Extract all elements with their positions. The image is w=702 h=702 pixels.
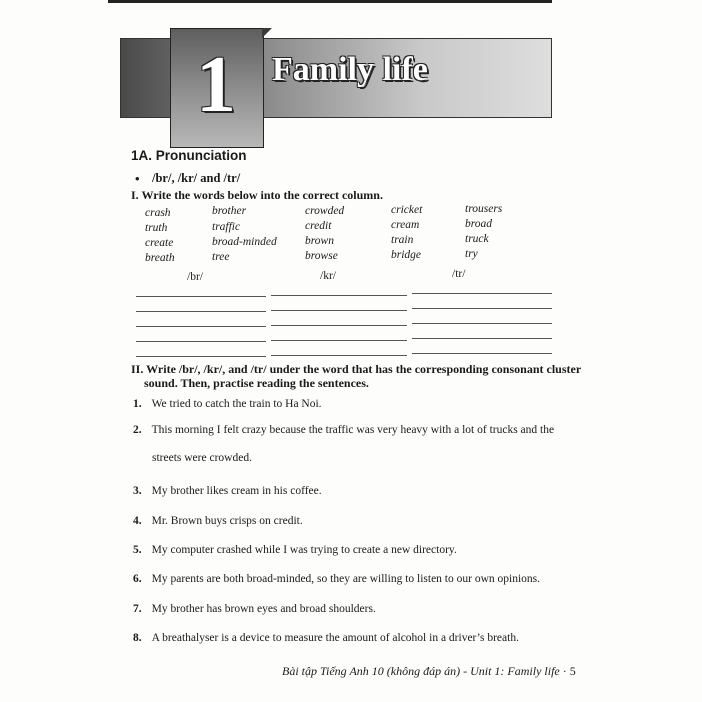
sentence-item — [133, 540, 457, 558]
word: breath — [145, 252, 175, 264]
answer-line[interactable] — [271, 325, 407, 326]
unit-number-box-fold — [262, 28, 272, 38]
unit-title: Family life — [272, 51, 428, 88]
word: crowded — [305, 205, 345, 217]
answer-line[interactable] — [271, 310, 407, 311]
word: tree — [212, 251, 230, 263]
exercise-2-instruction-line1: II. Write /br/, /kr/, and /tr/ under the word that has the corresponding consonant cluster — [131, 362, 582, 376]
answer-line[interactable] — [412, 338, 552, 339]
column-header-tr: /tr/ — [452, 268, 466, 280]
word: brown — [305, 235, 334, 247]
sentence-item — [133, 511, 303, 529]
answer-line[interactable] — [412, 323, 552, 324]
exercise-2-instruction-line2: sound. Then, practise reading the sentences. — [144, 376, 369, 390]
exercise-2-instruction — [131, 362, 581, 390]
exercise-1-instruction: I. Write the words below into the correct column. — [131, 188, 383, 202]
sentence-text-continued: streets were crowded. — [152, 452, 252, 464]
sentence-item — [133, 481, 322, 499]
sentence-item — [133, 569, 540, 587]
column-header-br: /br/ — [187, 271, 203, 283]
sentence-text: My brother has brown eyes and broad shoulders. — [151, 603, 376, 615]
sentence-number: 4. — [133, 515, 142, 527]
word: train — [391, 234, 414, 246]
word: try — [465, 248, 478, 260]
word: create — [145, 237, 174, 249]
sentence-number: 3. — [133, 485, 142, 497]
sentence-text: My parents are both broad-minded, so they are willing to listen to our own opinions. — [151, 573, 541, 585]
sentence-text: This morning I felt crazy because the traffic was very heavy with a lot of trucks and the — [151, 424, 555, 436]
sentence-item — [133, 394, 322, 412]
word: trousers — [465, 203, 503, 215]
sentence-text: We tried to catch the train to Ha Noi. — [151, 398, 322, 410]
bullet-dot: • — [135, 171, 140, 186]
sentence-text: My computer crashed while I was trying to create a new directory. — [151, 544, 457, 556]
sentence-item — [133, 628, 519, 646]
word: cream — [391, 219, 420, 231]
sentence-text: A breathalyser is a device to measure the amount of alcohol in a driver’s breath. — [151, 632, 519, 644]
word: truth — [145, 222, 168, 234]
sentence-number: 1. — [133, 398, 142, 410]
word: truck — [465, 233, 489, 245]
word: traffic — [212, 221, 241, 233]
sentence-text: My brother likes cream in his coffee. — [151, 485, 322, 497]
word: broad — [465, 218, 493, 230]
word: cricket — [391, 204, 423, 216]
sentence-text: Mr. Brown buys crisps on credit. — [151, 515, 303, 527]
answer-line[interactable] — [271, 340, 407, 341]
answer-line[interactable] — [271, 295, 407, 296]
column-header-kr: /kr/ — [320, 270, 336, 282]
word: browse — [305, 250, 338, 262]
answer-line[interactable] — [136, 341, 266, 342]
page-number: · 5 — [562, 664, 576, 678]
word: credit — [305, 220, 332, 232]
answer-line[interactable] — [136, 326, 266, 327]
sentence-item — [133, 599, 376, 617]
answer-line[interactable] — [136, 296, 266, 297]
bullet-sounds: /br/, /kr/ and /tr/ — [152, 171, 241, 185]
word: broad-minded — [212, 236, 277, 248]
answer-line[interactable] — [136, 311, 266, 312]
sentence-number: 7. — [133, 603, 142, 615]
sentence-number: 5. — [133, 544, 142, 556]
sentence-number: 8. — [133, 632, 142, 644]
sentence-number: 2. — [133, 424, 142, 436]
answer-line[interactable] — [136, 356, 266, 357]
page-footer — [282, 664, 576, 679]
unit-number: 1 — [196, 41, 236, 129]
answer-line[interactable] — [412, 353, 552, 354]
word: bridge — [391, 249, 422, 261]
answer-line[interactable] — [412, 308, 552, 309]
section-heading: 1A. Pronunciation — [131, 148, 247, 163]
sentence-item — [133, 420, 554, 438]
footer-text: Bài tập Tiếng Anh 10 (không đáp án) - Unit 1: Family life — [282, 664, 560, 678]
word: crash — [145, 207, 171, 219]
answer-line[interactable] — [271, 355, 407, 356]
page-top-edge — [108, 0, 552, 3]
answer-line[interactable] — [412, 293, 552, 294]
word: brother — [212, 205, 247, 217]
sentence-number: 6. — [133, 573, 142, 585]
